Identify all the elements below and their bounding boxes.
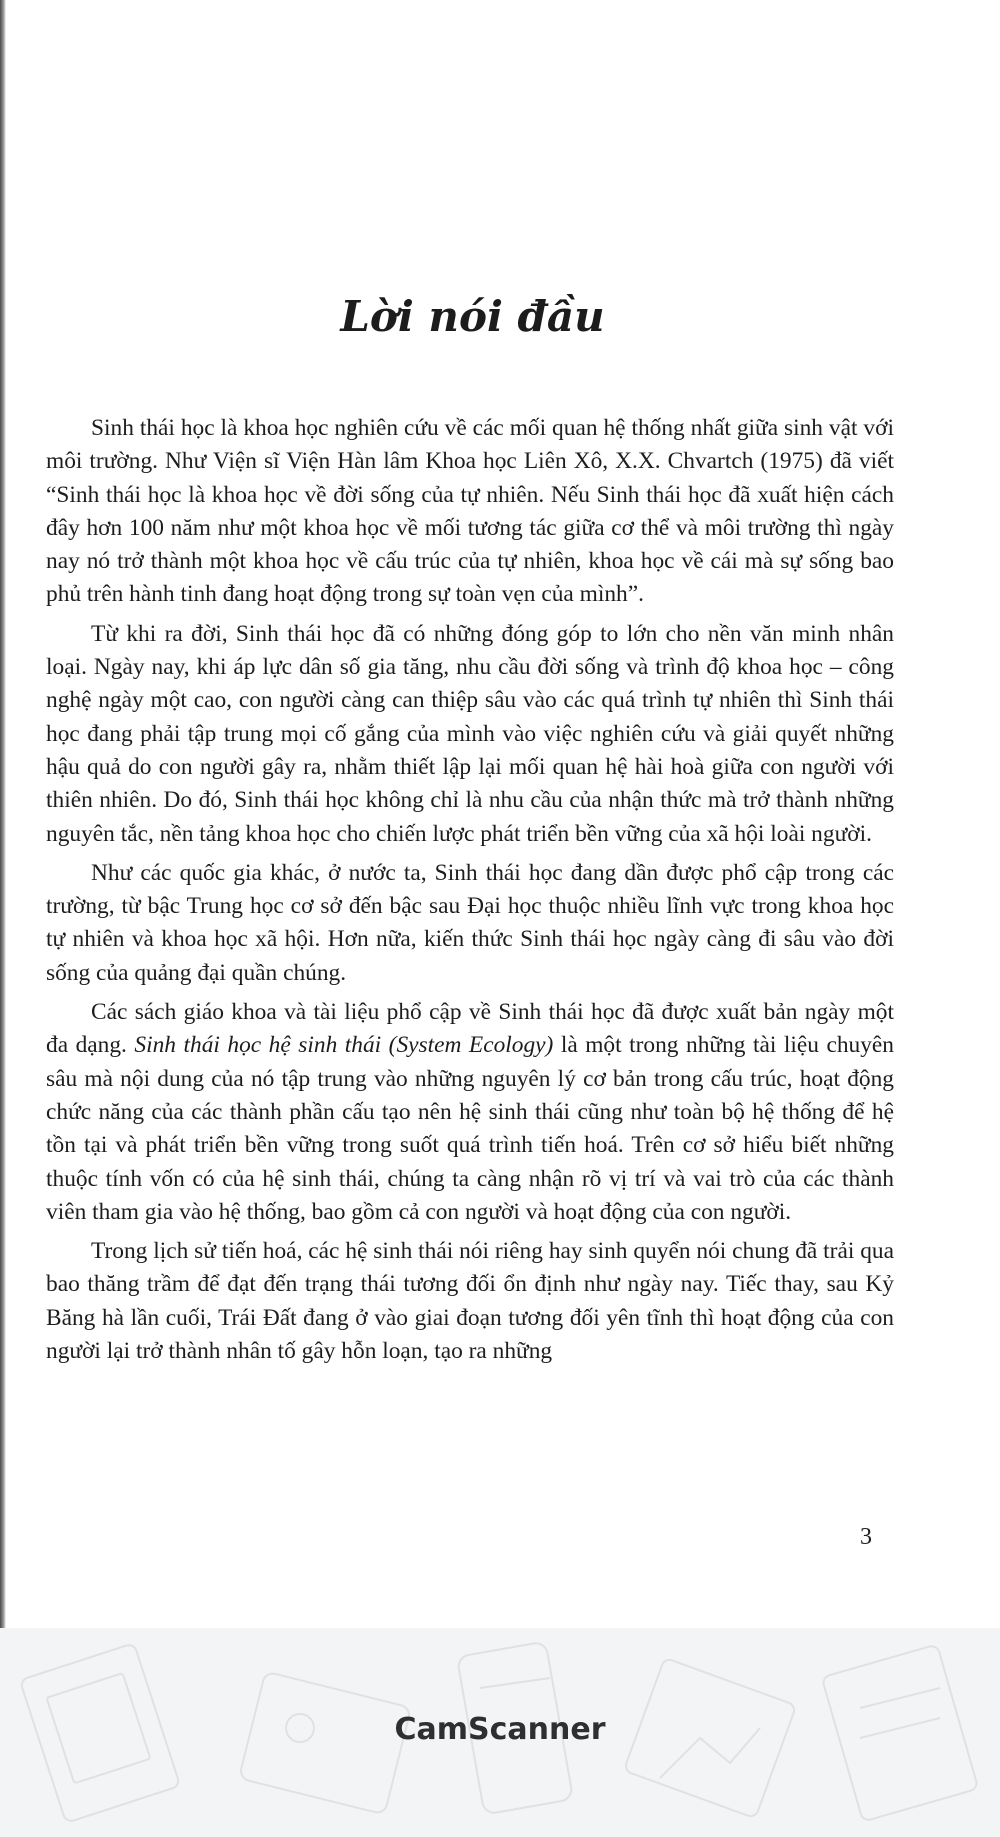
body-text (46, 412, 894, 1374)
page-number: 3 (860, 1524, 872, 1550)
paragraph-4-part-1: Các sách giáo khoa và tài liệu phổ cập về Sinh thái học đã được xuất bản ngày một đa dạng. (46, 999, 894, 1059)
camscanner-label: CamScanner (394, 1712, 606, 1747)
paragraph-4 (46, 996, 894, 1229)
page-title: Lời nói đầu (340, 292, 605, 341)
paragraph-5: Trong lịch sử tiến hoá, các hệ sinh thái nói riêng hay sinh quyển nói chung đã trải qua bao thăng trầm để đạt đến trạng thái tương đối ổn định như ngày nay. Tiếc thay, sau Kỷ Băng hà lần cuối, Trái Đất đang ở vào giai đoạn tương đối yên tĩnh thì hoạt động của con người lại trở thành nhân tố gây hỗn loạn, tạo ra những (46, 1238, 894, 1365)
paragraph-4-part-2: là một trong những tài liệu chuyên sâu mà nội dung của nó tập trung vào những nguyên lý cơ bản trong cấu trúc, hoạt động chức năng của các thành phần cấu tạo nên hệ sinh thái cũng như toàn bộ hệ thống để hệ tồn tại và phát triển bền vững trong suốt quá trình tiến hoá. Trên cơ sở hiểu biết những thuộc tính vốn có của hệ sinh thái, chúng ta càng nhận rõ vị trí và vai trò của các thành viên tham gia vào hệ thống, bao gồm cả con người và hoạt động của con người. (46, 1032, 894, 1225)
book-title-italic: Sinh thái học hệ sinh thái (System Ecology) (134, 1032, 554, 1059)
paragraph-1: Sinh thái học là khoa học nghiên cứu về các mối quan hệ thống nhất giữa sinh vật với môi trường. Như Viện sĩ Viện Hàn lâm Khoa học Liên Xô, X.X. Chvartch (1975) đã viết “Sinh thái học là khoa học về đời sống của tự nhiên. Nếu Sinh thái học đã xuất hiện cách đây hơn 100 năm như một khoa học về mối tương tác giữa cơ thể và môi trường thì ngày nay nó trở thành một khoa học về cấu trúc của tự nhiên, khoa học về cái mà sự sống bao phủ trên hành tinh đang hoạt động trong sự toàn vẹn của mình”. (46, 415, 894, 608)
paragraph-2: Từ khi ra đời, Sinh thái học đã có những đóng góp to lớn cho nền văn minh nhân loại. Ngày nay, khi áp lực dân số gia tăng, nhu cầu đời sống và trình độ khoa học – công nghệ ngày một cao, con người càng can thiệp sâu vào các quá trình tự nhiên thì Sinh thái học đang phải tập trung mọi cố gắng của mình vào việc nghiên cứu và giải quyết những hậu quả do con người gây ra, nhằm thiết lập lại mối quan hệ hài hoà giữa con người với thiên nhiên. Do đó, Sinh thái học không chỉ là nhu cầu của nhận thức mà trở thành những nguyên tắc, nền tảng khoa học cho chiến lược phát triển bền vững của xã hội loài người. (46, 620, 894, 847)
page-edge-shadow (0, 0, 6, 1628)
paragraph-3: Như các quốc gia khác, ở nước ta, Sinh thái học đang dần được phổ cập trong các trường, từ bậc Trung học cơ sở đến bậc sau Đại học thuộc nhiều lĩnh vực trong khoa học tự nhiên và khoa học xã hội. Hơn nữa, kiến thức Sinh thái học ngày càng đi sâu vào đời sống của quảng đại quần chúng. (46, 859, 894, 986)
